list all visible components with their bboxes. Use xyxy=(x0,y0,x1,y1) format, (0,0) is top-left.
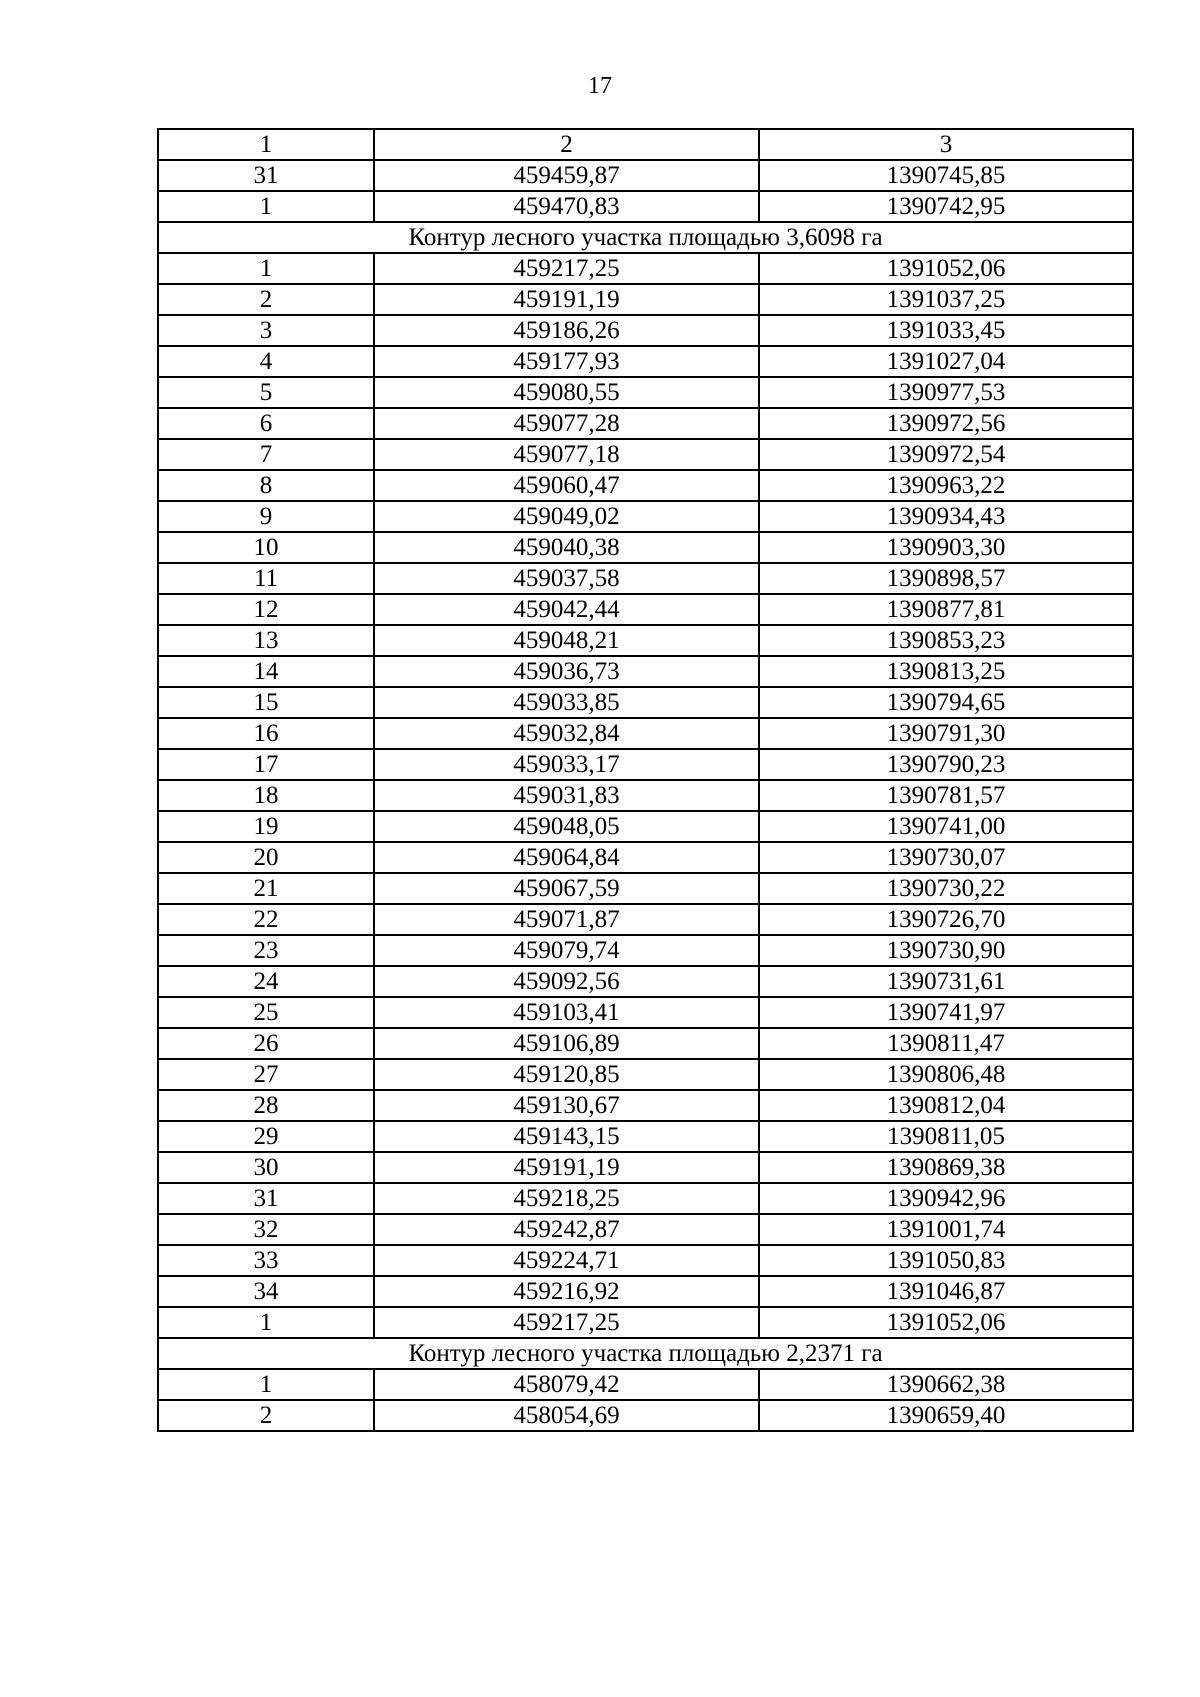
point-number-cell: 31 xyxy=(158,1183,374,1214)
table-row xyxy=(158,594,1133,625)
section-title-row xyxy=(158,222,1133,253)
table-row xyxy=(158,935,1133,966)
x-coordinate-cell: 459042,44 xyxy=(374,594,759,625)
x-coordinate-cell: 459186,26 xyxy=(374,315,759,346)
y-coordinate-cell: 1390903,30 xyxy=(759,532,1133,563)
y-coordinate-cell: 1390745,85 xyxy=(759,160,1133,191)
y-coordinate-cell: 1390853,23 xyxy=(759,625,1133,656)
y-coordinate-cell: 1391027,04 xyxy=(759,346,1133,377)
point-number-cell: 8 xyxy=(158,470,374,501)
point-number-cell: 4 xyxy=(158,346,374,377)
point-number-cell: 12 xyxy=(158,594,374,625)
table-row xyxy=(158,1369,1133,1400)
x-coordinate-cell: 459033,17 xyxy=(374,749,759,780)
point-number-cell: 15 xyxy=(158,687,374,718)
x-coordinate-cell: 459103,41 xyxy=(374,997,759,1028)
coordinates-table xyxy=(157,128,1134,1432)
table-row xyxy=(158,1059,1133,1090)
table-row xyxy=(158,780,1133,811)
table-row xyxy=(158,749,1133,780)
table-row xyxy=(158,563,1133,594)
y-coordinate-cell: 1390730,90 xyxy=(759,935,1133,966)
y-coordinate-cell: 1390869,38 xyxy=(759,1152,1133,1183)
y-coordinate-cell: 1390963,22 xyxy=(759,470,1133,501)
x-coordinate-cell: 459092,56 xyxy=(374,966,759,997)
table-row xyxy=(158,625,1133,656)
y-coordinate-cell: 1390877,81 xyxy=(759,594,1133,625)
point-number-cell: 19 xyxy=(158,811,374,842)
y-coordinate-cell: 1390806,48 xyxy=(759,1059,1133,1090)
y-coordinate-cell: 1391050,83 xyxy=(759,1245,1133,1276)
point-number-cell: 21 xyxy=(158,873,374,904)
y-coordinate-cell: 1391052,06 xyxy=(759,253,1133,284)
header-cell-x: 2 xyxy=(374,129,759,160)
table-row xyxy=(158,501,1133,532)
x-coordinate-cell: 459031,83 xyxy=(374,780,759,811)
x-coordinate-cell: 459079,74 xyxy=(374,935,759,966)
table-row xyxy=(158,346,1133,377)
point-number-cell: 1 xyxy=(158,191,374,222)
x-coordinate-cell: 459120,85 xyxy=(374,1059,759,1090)
table-row xyxy=(158,160,1133,191)
table-row xyxy=(158,656,1133,687)
point-number-cell: 1 xyxy=(158,253,374,284)
y-coordinate-cell: 1390790,23 xyxy=(759,749,1133,780)
x-coordinate-cell: 459080,55 xyxy=(374,377,759,408)
table-row xyxy=(158,1028,1133,1059)
table-row xyxy=(158,1307,1133,1338)
table-row xyxy=(158,687,1133,718)
x-coordinate-cell: 459067,59 xyxy=(374,873,759,904)
coordinates-table-body xyxy=(158,129,1133,1431)
table-row xyxy=(158,873,1133,904)
point-number-cell: 22 xyxy=(158,904,374,935)
y-coordinate-cell: 1390942,96 xyxy=(759,1183,1133,1214)
y-coordinate-cell: 1390972,56 xyxy=(759,408,1133,439)
y-coordinate-cell: 1391037,25 xyxy=(759,284,1133,315)
point-number-cell: 18 xyxy=(158,780,374,811)
point-number-cell: 29 xyxy=(158,1121,374,1152)
x-coordinate-cell: 459077,28 xyxy=(374,408,759,439)
y-coordinate-cell: 1391052,06 xyxy=(759,1307,1133,1338)
point-number-cell: 26 xyxy=(158,1028,374,1059)
table-row xyxy=(158,1276,1133,1307)
y-coordinate-cell: 1390741,00 xyxy=(759,811,1133,842)
x-coordinate-cell: 459191,19 xyxy=(374,1152,759,1183)
point-number-cell: 31 xyxy=(158,160,374,191)
y-coordinate-cell: 1390972,54 xyxy=(759,439,1133,470)
point-number-cell: 9 xyxy=(158,501,374,532)
table-row xyxy=(158,377,1133,408)
point-number-cell: 23 xyxy=(158,935,374,966)
table-row xyxy=(158,966,1133,997)
table-row xyxy=(158,1152,1133,1183)
table-row xyxy=(158,408,1133,439)
header-cell-y: 3 xyxy=(759,129,1133,160)
y-coordinate-cell: 1390811,05 xyxy=(759,1121,1133,1152)
x-coordinate-cell: 459218,25 xyxy=(374,1183,759,1214)
table-row xyxy=(158,904,1133,935)
point-number-cell: 2 xyxy=(158,284,374,315)
x-coordinate-cell: 459048,05 xyxy=(374,811,759,842)
point-number-cell: 33 xyxy=(158,1245,374,1276)
point-number-cell: 11 xyxy=(158,563,374,594)
x-coordinate-cell: 459049,02 xyxy=(374,501,759,532)
x-coordinate-cell: 459077,18 xyxy=(374,439,759,470)
section-title-row xyxy=(158,1338,1133,1369)
table-row xyxy=(158,1090,1133,1121)
y-coordinate-cell: 1390813,25 xyxy=(759,656,1133,687)
x-coordinate-cell: 459106,89 xyxy=(374,1028,759,1059)
x-coordinate-cell: 459470,83 xyxy=(374,191,759,222)
x-coordinate-cell: 459242,87 xyxy=(374,1214,759,1245)
y-coordinate-cell: 1390812,04 xyxy=(759,1090,1133,1121)
point-number-cell: 34 xyxy=(158,1276,374,1307)
y-coordinate-cell: 1390898,57 xyxy=(759,563,1133,594)
y-coordinate-cell: 1390811,47 xyxy=(759,1028,1133,1059)
x-coordinate-cell: 458079,42 xyxy=(374,1369,759,1400)
x-coordinate-cell: 459060,47 xyxy=(374,470,759,501)
x-coordinate-cell: 459216,92 xyxy=(374,1276,759,1307)
x-coordinate-cell: 459032,84 xyxy=(374,718,759,749)
y-coordinate-cell: 1391046,87 xyxy=(759,1276,1133,1307)
point-number-cell: 17 xyxy=(158,749,374,780)
table-row xyxy=(158,532,1133,563)
point-number-cell: 32 xyxy=(158,1214,374,1245)
x-coordinate-cell: 459459,87 xyxy=(374,160,759,191)
page-number: 17 xyxy=(588,73,612,99)
y-coordinate-cell: 1390934,43 xyxy=(759,501,1133,532)
x-coordinate-cell: 459217,25 xyxy=(374,1307,759,1338)
x-coordinate-cell: 459217,25 xyxy=(374,253,759,284)
x-coordinate-cell: 459177,93 xyxy=(374,346,759,377)
point-number-cell: 10 xyxy=(158,532,374,563)
table-row xyxy=(158,718,1133,749)
point-number-cell: 25 xyxy=(158,997,374,1028)
point-number-cell: 3 xyxy=(158,315,374,346)
table-row xyxy=(158,191,1133,222)
section-title: Контур лесного участка площадью 2,2371 га xyxy=(158,1338,1133,1369)
y-coordinate-cell: 1390730,07 xyxy=(759,842,1133,873)
y-coordinate-cell: 1390726,70 xyxy=(759,904,1133,935)
point-number-cell: 24 xyxy=(158,966,374,997)
point-number-cell: 7 xyxy=(158,439,374,470)
header-cell-point: 1 xyxy=(158,129,374,160)
point-number-cell: 30 xyxy=(158,1152,374,1183)
y-coordinate-cell: 1390977,53 xyxy=(759,377,1133,408)
point-number-cell: 2 xyxy=(158,1400,374,1431)
x-coordinate-cell: 459064,84 xyxy=(374,842,759,873)
x-coordinate-cell: 459037,58 xyxy=(374,563,759,594)
x-coordinate-cell: 459048,21 xyxy=(374,625,759,656)
y-coordinate-cell: 1390662,38 xyxy=(759,1369,1133,1400)
table-row xyxy=(158,1121,1133,1152)
y-coordinate-cell: 1390742,95 xyxy=(759,191,1133,222)
x-coordinate-cell: 459130,67 xyxy=(374,1090,759,1121)
y-coordinate-cell: 1391001,74 xyxy=(759,1214,1133,1245)
table-row xyxy=(158,1400,1133,1431)
table-row xyxy=(158,470,1133,501)
table-row xyxy=(158,1245,1133,1276)
x-coordinate-cell: 459036,73 xyxy=(374,656,759,687)
table-row xyxy=(158,1183,1133,1214)
point-number-cell: 27 xyxy=(158,1059,374,1090)
table-row xyxy=(158,253,1133,284)
point-number-cell: 5 xyxy=(158,377,374,408)
point-number-cell: 20 xyxy=(158,842,374,873)
x-coordinate-cell: 459040,38 xyxy=(374,532,759,563)
point-number-cell: 6 xyxy=(158,408,374,439)
point-number-cell: 13 xyxy=(158,625,374,656)
table-row xyxy=(158,997,1133,1028)
table-row xyxy=(158,439,1133,470)
y-coordinate-cell: 1390741,97 xyxy=(759,997,1133,1028)
x-coordinate-cell: 459071,87 xyxy=(374,904,759,935)
y-coordinate-cell: 1390781,57 xyxy=(759,780,1133,811)
table-row xyxy=(158,811,1133,842)
y-coordinate-cell: 1391033,45 xyxy=(759,315,1133,346)
x-coordinate-cell: 459224,71 xyxy=(374,1245,759,1276)
x-coordinate-cell: 459033,85 xyxy=(374,687,759,718)
x-coordinate-cell: 459143,15 xyxy=(374,1121,759,1152)
y-coordinate-cell: 1390731,61 xyxy=(759,966,1133,997)
y-coordinate-cell: 1390791,30 xyxy=(759,718,1133,749)
point-number-cell: 14 xyxy=(158,656,374,687)
x-coordinate-cell: 459191,19 xyxy=(374,284,759,315)
point-number-cell: 28 xyxy=(158,1090,374,1121)
y-coordinate-cell: 1390659,40 xyxy=(759,1400,1133,1431)
section-title: Контур лесного участка площадью 3,6098 га xyxy=(158,222,1133,253)
table-header-row xyxy=(158,129,1133,160)
y-coordinate-cell: 1390730,22 xyxy=(759,873,1133,904)
table-row xyxy=(158,284,1133,315)
point-number-cell: 1 xyxy=(158,1307,374,1338)
y-coordinate-cell: 1390794,65 xyxy=(759,687,1133,718)
table-row xyxy=(158,315,1133,346)
x-coordinate-cell: 458054,69 xyxy=(374,1400,759,1431)
point-number-cell: 1 xyxy=(158,1369,374,1400)
point-number-cell: 16 xyxy=(158,718,374,749)
table-row xyxy=(158,842,1133,873)
table-row xyxy=(158,1214,1133,1245)
